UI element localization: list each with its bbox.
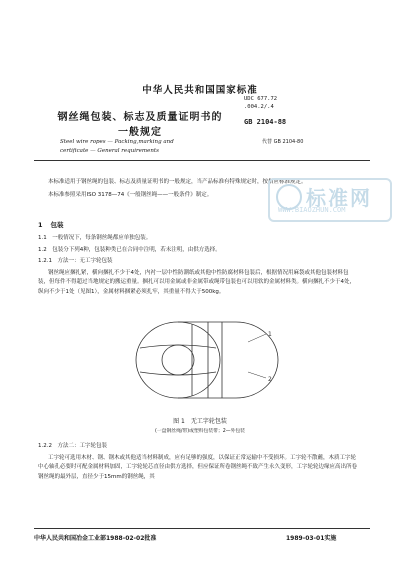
svg-text:1: 1	[268, 331, 272, 338]
section-1-heading	[38, 220, 72, 229]
approval-note: 中华人民共和国冶金工业部1988-02-02批准	[34, 535, 157, 542]
intro-paragraph-2: 本标准参照采用ISO 3178—74《一般钢丝绳——一般条件》制定。	[48, 191, 213, 198]
coil-front-face	[136, 322, 220, 398]
figure-legend: (一盘钢丝绳/带)或塑料包装带；2—外包装	[155, 429, 245, 434]
watermark-text: 标准网	[306, 186, 372, 210]
svg-text:2: 2	[268, 376, 272, 383]
effective-date: 1989-03-01实施	[286, 535, 337, 542]
udc-code	[244, 95, 277, 111]
clause-1-2-1: 1.2.1 方法一：无工字轮包装	[38, 258, 113, 264]
watermark	[268, 178, 392, 222]
clause-1-2-1-body: 钢丝绳应捆扎紧，横向捆扎不少于4处，内衬一层中性防潮纸或其他中性防腐材料包装后，根据情况用麻袋或其他包装材料包装，但每件不得超过当地规定的搬运重量。捆扎可以用金属或非金属带或绳带包装也可以用软的金属材料类。横向捆扎不少于4处，纵向不少于1处（见图1），金属材料捆紧必须扎牢，其重量不得大于500kg。	[38, 269, 356, 295]
header-rule	[34, 160, 370, 161]
intro-paragraph-1: 本标准适用于钢丝绳的包装、标志及质量证明书的一般规定，当产品标准有特殊规定时，按相应标准规定。	[48, 179, 307, 185]
watermark-url: WWW.BIAOZHUN.COM	[278, 206, 346, 214]
coil-inner-hole	[162, 345, 194, 375]
publisher-header: 中华人民共和国国家标准	[142, 85, 258, 96]
section-1-clauses-continued	[38, 442, 358, 482]
section-1-clauses	[38, 234, 358, 297]
clause-1-2-2: 1.2.2 方法二：工字轮包装	[38, 443, 107, 449]
section-number: 1	[38, 221, 43, 229]
clause-1-1: 1.1 一般情况下，每条钢丝绳都应单独包装。	[38, 235, 152, 241]
udc-line-1: UDC 677.72	[244, 96, 278, 102]
wire-rope-coil-figure	[118, 312, 288, 412]
section-title: 包装	[50, 221, 64, 229]
figure-caption: 图 1 无工字轮包装	[173, 418, 227, 425]
clause-1-2: 1.2 包装分下列4种，包装种类已在合同中注明，若未注明，由供方选择。	[38, 246, 221, 253]
english-title-line-2: certificate — General requirements	[60, 148, 159, 154]
clause-1-2-2-body: 工字轮可选用木材、钢、钢木或其他适当材料制成，应有足够的强度，以保证正常运输中不受损坏。工字轮不散蘸，木质工字轮中心轴孔必要时可配金属材料加固，工字轮轮芯直径由供方选择，但应保证所卷钢丝绳不致产生永久变形，工字轮轮边缘应高出所卷钢丝绳的最外层，直径少于15mm的钢丝绳，其	[38, 454, 358, 480]
replaces-note: 代替 GB 2104-80	[262, 139, 304, 145]
gb-number: GB 2104-88	[244, 118, 287, 126]
title-line-1: 钢丝绳包装、标志及质量证明书的	[57, 112, 223, 123]
footer-rule	[34, 528, 370, 529]
english-title-line-1: Steel wire ropes — Packing,marking and	[60, 139, 174, 145]
english-title	[60, 138, 240, 156]
title-line-2: 一般规定	[118, 127, 162, 138]
udc-line-2: .004.2/.4	[244, 104, 274, 110]
